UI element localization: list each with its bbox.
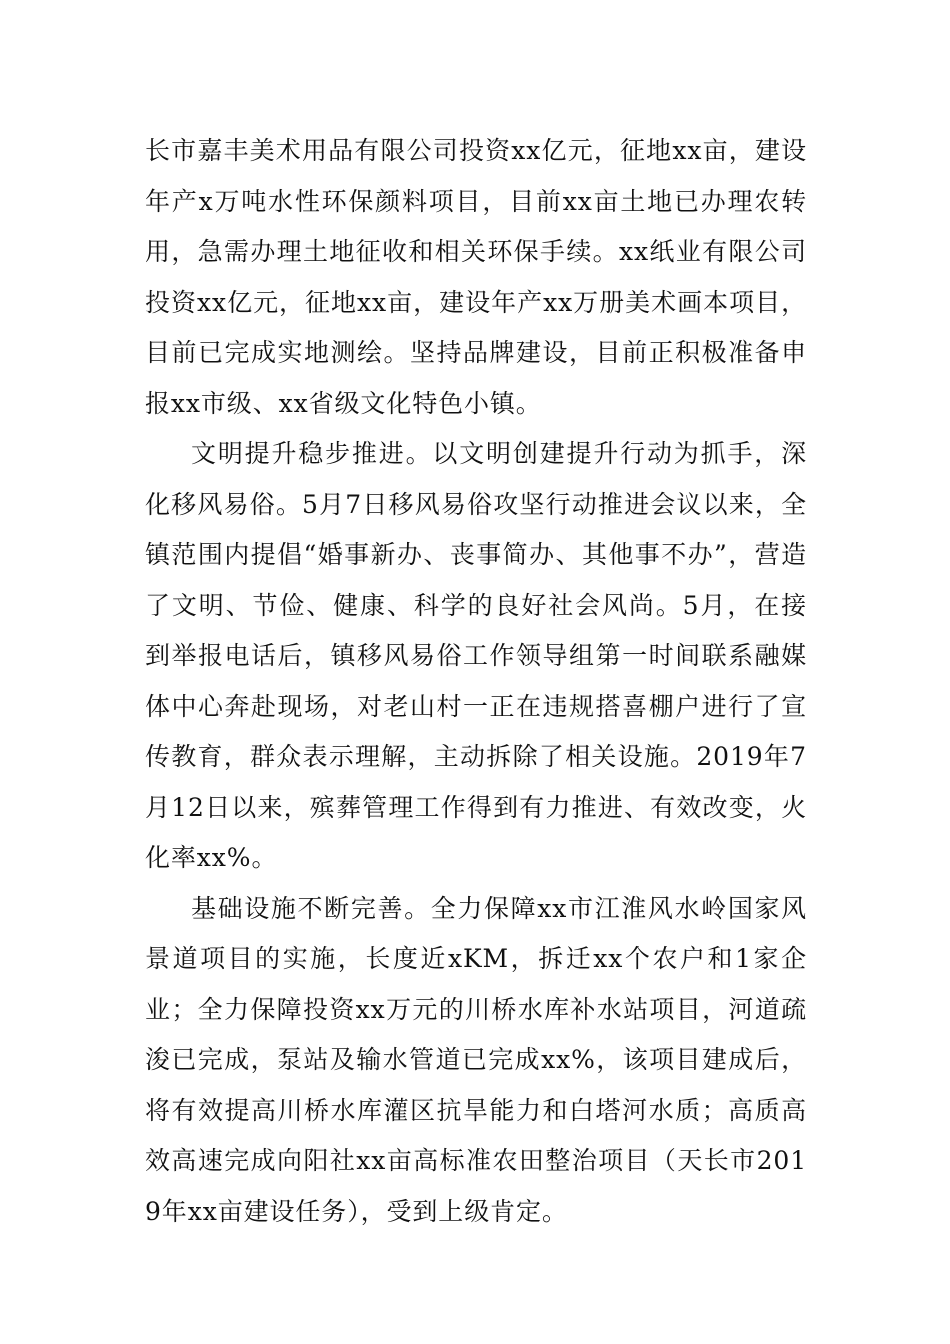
paragraph-infrastructure: 基础设施不断完善。全力保障xx市江淮风水岭国家风景道项目的实施，长度近xKM，拆迁xx个农户和1家企业；全力保障投资xx万元的川桥水库补水站项目，河道疏浚已完成，泵站及输水管道已完成xx%，该项目建成后，将有效提高川桥水库灌区抗旱能力和白塔河水质；高质高效高速完成向阳社xx亩高标准农田整治项目（天长市2019年xx亩建设任务），受到上级肯定。 xyxy=(145,893,807,1226)
paragraph-civilization-improvement: 文明提升稳步推进。以文明创建提升行动为抓手，深化移风易俗。5月7日移风易俗攻坚行动推进会议以来，全镇范围内提倡“婚事新办、丧事简办、其他事不办”，营造了文明、节俭、健康、科学的良好社会风尚。5月，在接到举报电话后，镇移风易俗工作领导组第一时间联系融媒体中心奔赴现场，对老山村一正在违规搭喜棚户进行了宣传教育，群众表示理解，主动拆除了相关设施。2019年7月12日以来，殡葬管理工作得到有力推进、有效改变，火化率xx%。 xyxy=(145,439,807,872)
document-body xyxy=(145,126,807,1237)
paragraph-investment-projects: 长市嘉丰美术用品有限公司投资xx亿元，征地xx亩，建设年产x万吨水性环保颜料项目，目前xx亩土地已办理农转用，急需办理土地征收和相关环保手续。xx纸业有限公司投资xx亿元，征地xx亩，建设年产xx万册美术画本项目，目前已完成实地测绘。坚持品牌建设，目前正积极准备申报xx市级、xx省级文化特色小镇。 xyxy=(145,136,807,418)
